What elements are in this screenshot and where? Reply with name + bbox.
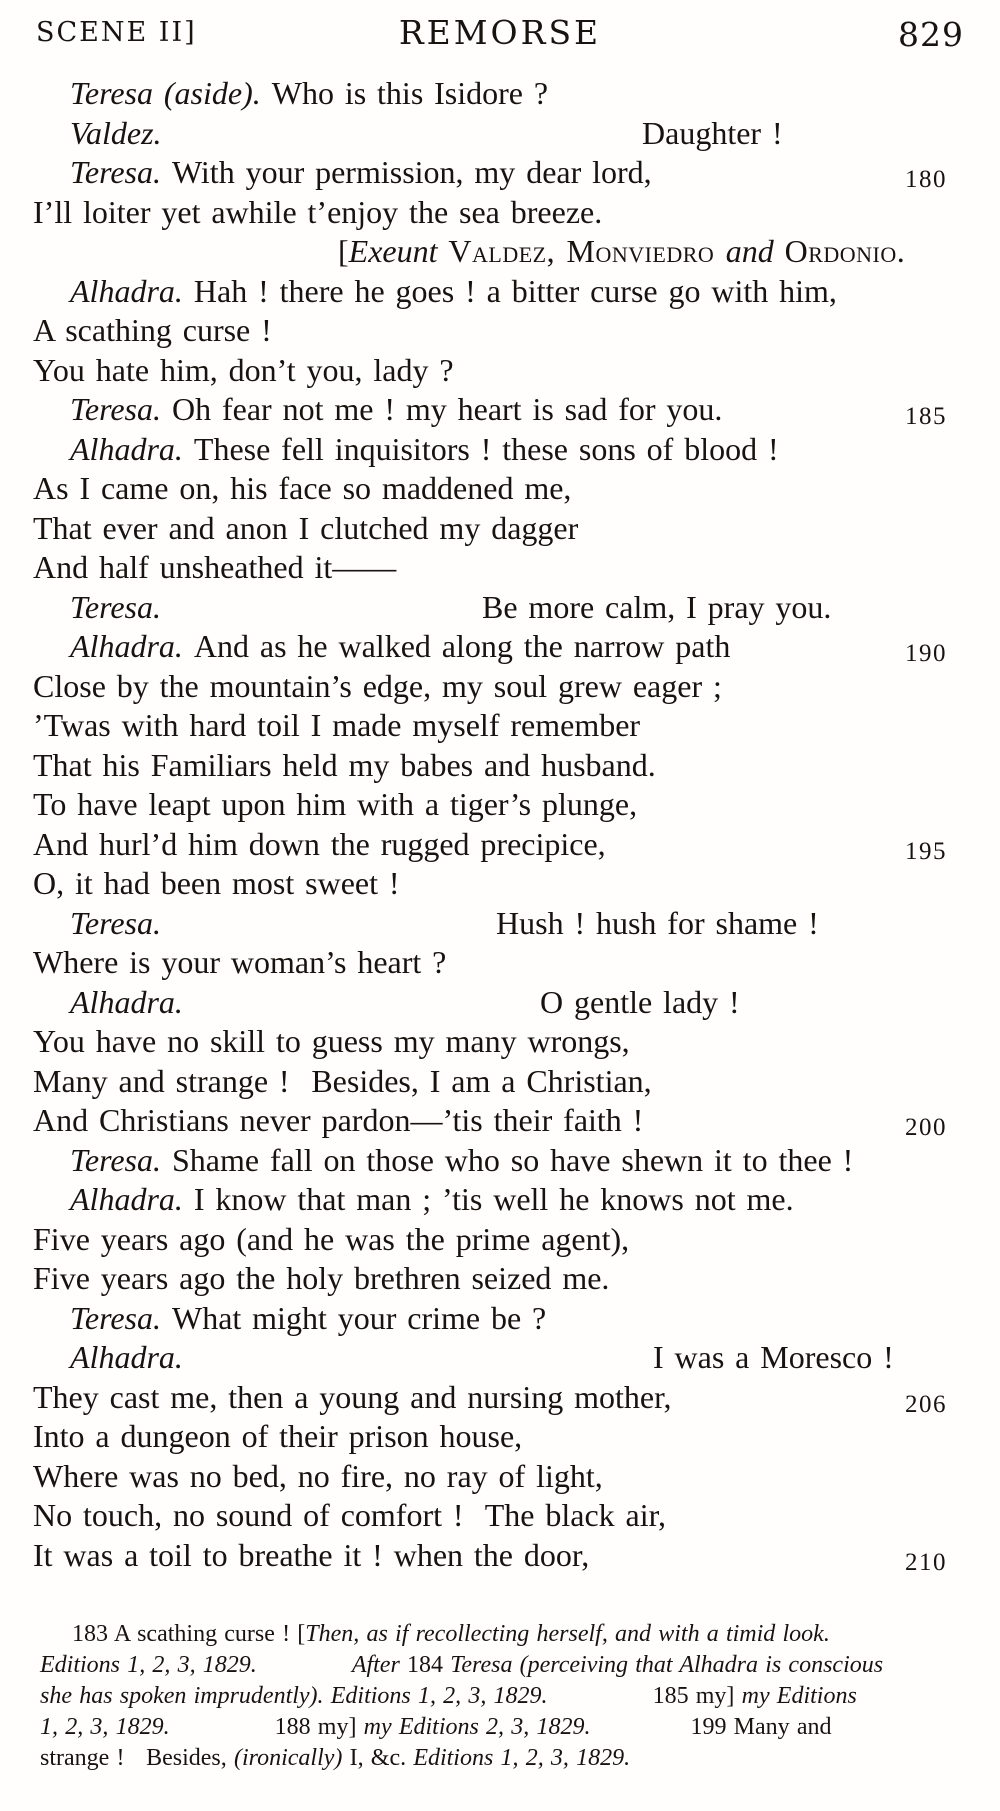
speaker-name: Teresa. xyxy=(70,588,161,625)
verse-continuation: Be more calm, I pray you. xyxy=(482,588,832,625)
footnote-text: A scathing curse ! [ xyxy=(108,1621,306,1647)
footnote-text: strange ! Besides, xyxy=(40,1745,234,1771)
character-name: Ordonio. xyxy=(784,233,906,269)
speaker-name: Teresa. xyxy=(70,1299,161,1336)
verse-text: Where is your woman’s heart ? xyxy=(33,944,447,980)
verse-block xyxy=(0,74,1000,1575)
verse-line xyxy=(33,785,1000,825)
line-number: 206 xyxy=(905,1390,947,1418)
verse-continuation: O gentle lady ! xyxy=(540,983,740,1020)
running-header-scene: SCENE II] xyxy=(36,17,197,48)
verse-text: With your permission, my dear lord, xyxy=(171,154,652,190)
footnote-text: Teresa (perceiving that Alhadra is conscious xyxy=(443,1652,884,1678)
verse-line xyxy=(33,509,1000,549)
speaker-name: Teresa. xyxy=(70,154,161,190)
footnote-text: Many and xyxy=(726,1714,832,1740)
verse-text: Into a dungeon of their prison house, xyxy=(33,1418,523,1454)
speaker-name: Valdez. xyxy=(70,114,162,151)
verse-text: And half unsheathed it—— xyxy=(33,549,397,585)
verse-text: Close by the mountain’s edge, my soul grew eager ; xyxy=(33,667,722,704)
verse-text: Hah ! there he goes ! a bitter curse go with him, xyxy=(193,272,837,309)
footnote-ref-number: 199 xyxy=(690,1714,727,1740)
line-number: 180 xyxy=(905,166,947,193)
footnote-text: After xyxy=(351,1652,408,1678)
speaker-name: Alhadra. xyxy=(70,1339,183,1375)
verse-line xyxy=(33,193,1000,233)
footnote-text: Editions 1, 2, 3, 1829. xyxy=(413,1745,631,1771)
footnote-text: (ironically) xyxy=(233,1745,343,1771)
stage-text: [ xyxy=(338,233,349,269)
verse-line xyxy=(33,351,1000,391)
verse-line xyxy=(33,114,1000,154)
verse-text: Many and strange ! Besides, I am a Christian, xyxy=(33,1062,652,1099)
verse-continuation: I was a Moresco ! xyxy=(653,1339,894,1375)
page-number: 829 xyxy=(898,15,964,54)
speaker-name: Teresa. xyxy=(70,904,161,941)
verse-text: ’Twas with hard toil I made myself remember xyxy=(33,707,641,743)
footnote-text: my] xyxy=(310,1714,364,1740)
verse-text: And as he walked along the narrow path xyxy=(193,628,731,664)
speaker-name: Alhadra. xyxy=(70,1181,183,1217)
verse-line xyxy=(33,1378,1000,1418)
verse-line xyxy=(33,1536,1000,1576)
verse-text: And Christians never pardon—’tis their faith ! xyxy=(33,1102,644,1138)
footnote-ref-number: 184 xyxy=(407,1652,444,1678)
verse-text: A scathing curse ! xyxy=(33,312,272,348)
verse-text: That his Familiars held my babes and husband. xyxy=(33,746,656,783)
footnote-line xyxy=(40,1619,1000,1650)
footnote-text: 1, 2, 3, 1829. xyxy=(40,1714,170,1740)
verse-line xyxy=(33,74,1000,114)
verse-text: These fell inquisitors ! these sons of blood ! xyxy=(193,430,779,467)
verse-line xyxy=(33,469,1000,509)
verse-line xyxy=(33,1220,1000,1260)
verse-text: Oh fear not me ! my heart is sad for you. xyxy=(171,391,723,427)
character-name: Monviedro xyxy=(566,233,726,269)
verse-text: You hate him, don’t you, lady ? xyxy=(33,351,454,388)
verse-line xyxy=(33,272,1000,312)
verse-line xyxy=(33,311,1000,351)
verse-continuation: Daughter ! xyxy=(642,114,783,151)
verse-text: O, it had been most sweet ! xyxy=(33,865,400,901)
verse-line xyxy=(33,588,1000,628)
stage-direction xyxy=(33,232,1000,272)
line-number: 210 xyxy=(905,1548,947,1576)
verse-line xyxy=(33,390,1000,430)
speaker-name: Teresa. xyxy=(70,391,161,427)
verse-line xyxy=(33,627,1000,667)
verse-line xyxy=(33,667,1000,707)
verse-line xyxy=(33,1417,1000,1457)
verse-line xyxy=(33,706,1000,746)
verse-text: You have no skill to guess my many wrongs, xyxy=(33,1023,630,1059)
verse-text: What might your crime be ? xyxy=(171,1299,547,1336)
verse-line xyxy=(33,983,1000,1023)
verse-text: Shame fall on those who so have shewn it to thee ! xyxy=(171,1141,854,1178)
verse-line xyxy=(33,430,1000,470)
verse-line xyxy=(33,1299,1000,1339)
line-number: 200 xyxy=(905,1114,947,1141)
line-number: 190 xyxy=(905,640,947,667)
verse-line xyxy=(33,1101,1000,1141)
speaker-name: Alhadra. xyxy=(70,983,183,1020)
verse-text: Five years ago the holy brethren seized me. xyxy=(33,1260,610,1296)
verse-text: No touch, no sound of comfort ! The black air, xyxy=(33,1497,667,1533)
verse-text: And hurl’d him down the rugged precipice, xyxy=(33,825,606,862)
speaker-name: Alhadra. xyxy=(70,628,183,664)
footnote-text: Editions 1, 2, 3, 1829. xyxy=(40,1652,257,1678)
verse-text: Who is this Isidore ? xyxy=(271,75,549,111)
stage-text: Exeunt xyxy=(348,233,449,269)
character-name: Valdez, xyxy=(448,233,567,269)
footnote-line xyxy=(40,1743,1000,1774)
verse-line xyxy=(33,825,1000,865)
verse-text: Where was no bed, no fire, no ray of light, xyxy=(33,1457,603,1494)
verse-line xyxy=(33,1180,1000,1220)
verse-line xyxy=(33,1022,1000,1062)
speaker-name: Teresa (aside). xyxy=(70,75,261,111)
verse-text: I’ll loiter yet awhile t’enjoy the sea breeze. xyxy=(33,193,603,230)
footnote-text: she has spoken imprudently). Editions 1, 2, 3, 1829. xyxy=(40,1683,548,1709)
verse-text: That ever and anon I clutched my dagger xyxy=(33,509,579,546)
stage-text: and xyxy=(725,233,785,269)
verse-line xyxy=(33,864,1000,904)
footnote-text: my Editions 2, 3, 1829. xyxy=(363,1714,591,1740)
footnote-text: my] xyxy=(688,1683,742,1709)
footnote-line xyxy=(40,1650,1000,1681)
verse-line xyxy=(33,1457,1000,1497)
footnotes-block xyxy=(0,1619,1000,1774)
footnote-text: Then, as if recollecting herself, and with a timid look. xyxy=(305,1621,830,1647)
verse-text: They cast me, then a young and nursing mother, xyxy=(33,1378,672,1415)
footnote-line xyxy=(40,1681,1000,1712)
verse-line xyxy=(33,746,1000,786)
verse-continuation: Hush ! hush for shame ! xyxy=(496,904,819,941)
verse-text: Five years ago (and he was the prime agent), xyxy=(33,1220,630,1257)
verse-text: I know that man ; ’tis well he knows not me. xyxy=(193,1181,794,1217)
footnote-line xyxy=(40,1712,1000,1743)
footnote-ref-number: 188 xyxy=(274,1714,311,1740)
verse-line xyxy=(33,1062,1000,1102)
footnote-ref-number: 185 xyxy=(652,1683,689,1709)
verse-line xyxy=(33,904,1000,944)
line-number: 195 xyxy=(905,837,947,865)
verse-text: It was a toil to breathe it ! when the door, xyxy=(33,1536,590,1573)
speaker-name: Alhadra. xyxy=(70,272,183,309)
running-header-title: REMORSE xyxy=(398,13,602,52)
verse-line xyxy=(33,943,1000,983)
speaker-name: Alhadra. xyxy=(70,430,183,467)
verse-line xyxy=(33,1141,1000,1181)
verse-text: To have leapt upon him with a tiger’s plunge, xyxy=(33,786,638,822)
verse-text: As I came on, his face so maddened me, xyxy=(33,470,572,506)
line-number: 185 xyxy=(905,403,947,430)
footnote-text: I, &c. xyxy=(342,1745,414,1771)
verse-line xyxy=(33,153,1000,193)
speaker-name: Teresa. xyxy=(70,1141,161,1178)
footnote-text: my Editions xyxy=(741,1683,857,1709)
verse-line xyxy=(33,548,1000,588)
verse-line xyxy=(33,1338,1000,1378)
verse-line xyxy=(33,1496,1000,1536)
verse-line xyxy=(33,1259,1000,1299)
footnote-ref-number: 183 xyxy=(72,1621,108,1647)
